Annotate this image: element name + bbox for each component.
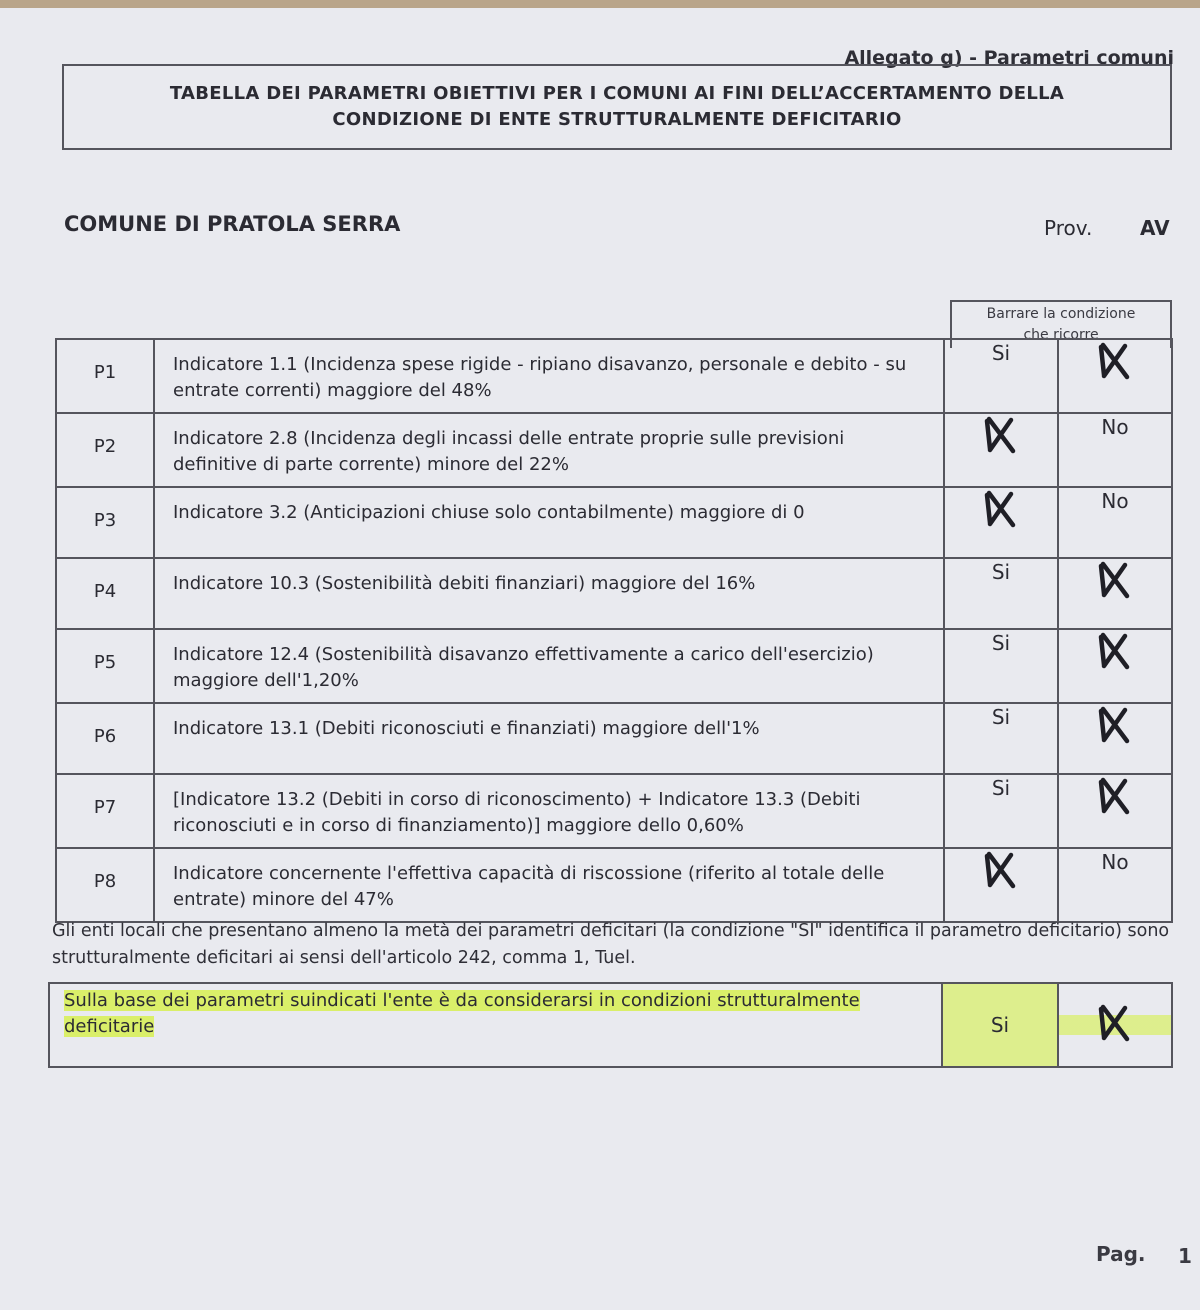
parameter-code: P2 <box>56 413 154 487</box>
title-line-1: TABELLA DEI PARAMETRI OBIETTIVI PER I COMUNI AI FINI DELL’ACCERTAMENTO DELLA <box>169 83 1065 104</box>
parameter-row <box>56 558 1172 629</box>
parameter-description: Indicatore 10.3 (Sostenibilità debiti finanziari) maggiore del 16% <box>154 558 944 629</box>
prov-value: AV <box>1140 216 1170 240</box>
page-top-edge <box>0 0 1200 8</box>
cross-mark-icon <box>1098 341 1132 381</box>
no-option-cell[interactable] <box>1058 774 1172 848</box>
document-title-box <box>62 64 1172 150</box>
parameter-row <box>56 413 1172 487</box>
si-option-cell[interactable] <box>944 413 1058 487</box>
parameter-description: Indicatore 13.1 (Debiti riconosciuti e finanziati) maggiore dell'1% <box>154 703 944 774</box>
cross-mark-icon <box>984 489 1018 529</box>
allegato-label: Allegato g) - Parametri comuni <box>844 47 1174 69</box>
si-option-cell[interactable] <box>944 487 1058 558</box>
conclusion-table <box>48 982 1173 1068</box>
note-text: Gli enti locali che presentano almeno la metà dei parametri deficitari (la condizione "SI" identifica il parametro deficitario) sono strutturalmente deficitari ai sensi dell'articolo 242, comma 1, Tuel. <box>52 921 1170 968</box>
page-label: Pag. <box>1096 1242 1146 1266</box>
parameter-code: P6 <box>56 703 154 774</box>
cross-mark-icon <box>1098 1003 1132 1043</box>
parameter-description: [Indicatore 13.2 (Debiti in corso di riconoscimento) + Indicatore 13.3 (Debiti riconosciuti e in corso di finanziamento)] maggiore dello 0,60% <box>154 774 944 848</box>
instruction-line-2: che ricorre <box>1023 327 1099 343</box>
no-option-cell[interactable]: No <box>1058 487 1172 558</box>
si-option-cell[interactable]: Si <box>944 558 1058 629</box>
no-option-cell[interactable] <box>1058 558 1172 629</box>
no-option-cell[interactable] <box>1058 629 1172 703</box>
si-option-cell[interactable]: Si <box>944 629 1058 703</box>
parameter-row <box>56 339 1172 413</box>
cross-mark-icon <box>1098 705 1132 745</box>
si-option-cell[interactable]: Si <box>944 703 1058 774</box>
conclusion-text-cell <box>49 983 942 1067</box>
conclusion-line-2: deficitarie <box>64 1016 155 1037</box>
si-option-cell[interactable] <box>944 848 1058 922</box>
no-option-cell[interactable]: No <box>1058 413 1172 487</box>
parameter-description: Indicatore concernente l'effettiva capacità di riscossione (riferito al totale delle entrate) minore del 47% <box>154 848 944 922</box>
no-option-cell[interactable]: No <box>1058 848 1172 922</box>
parameter-code: P7 <box>56 774 154 848</box>
cross-mark-icon <box>984 850 1018 890</box>
conclusion-si-cell[interactable]: Si <box>942 983 1058 1067</box>
parameter-code: P3 <box>56 487 154 558</box>
cross-mark-icon <box>1098 776 1132 816</box>
parameter-row <box>56 848 1172 922</box>
page-number: 1 <box>1178 1244 1192 1268</box>
parameter-row <box>56 629 1172 703</box>
parameter-row <box>56 774 1172 848</box>
parameter-description: Indicatore 12.4 (Sostenibilità disavanzo effettivamente a carico dell'esercizio) maggiore dell'1,20% <box>154 629 944 703</box>
parameter-description: Indicatore 1.1 (Incidenza spese rigide - ripiano disavanzo, personale e debito - su entrate correnti) maggiore del 48% <box>154 339 944 413</box>
no-option-cell[interactable] <box>1058 703 1172 774</box>
prov-label: Prov. <box>1044 216 1093 240</box>
parameter-code: P1 <box>56 339 154 413</box>
parameters-table <box>55 338 1173 923</box>
cross-mark-icon <box>984 415 1018 455</box>
cross-mark-icon <box>1098 560 1132 600</box>
conclusion-no-cell[interactable] <box>1058 983 1172 1067</box>
parameter-code: P5 <box>56 629 154 703</box>
parameter-code: P8 <box>56 848 154 922</box>
si-option-cell[interactable]: Si <box>944 774 1058 848</box>
title-line-2: CONDIZIONE DI ENTE STRUTTURALMENTE DEFICITARIO <box>332 109 902 130</box>
parameter-description: Indicatore 3.2 (Anticipazioni chiuse solo contabilmente) maggiore di 0 <box>154 487 944 558</box>
parameter-description: Indicatore 2.8 (Incidenza degli incassi delle entrate proprie sulle previsioni definitive di parte corrente) minore del 22% <box>154 413 944 487</box>
si-option-cell[interactable]: Si <box>944 339 1058 413</box>
comune-name: COMUNE DI PRATOLA SERRA <box>64 212 401 236</box>
parameter-row <box>56 487 1172 558</box>
parameter-code: P4 <box>56 558 154 629</box>
cross-mark-icon <box>1098 631 1132 671</box>
conclusion-line-1: Sulla base dei parametri suindicati l'ente è da considerarsi in condizioni strutturalmente <box>64 990 860 1011</box>
instruction-line-1: Barrare la condizione <box>986 306 1136 322</box>
no-option-cell[interactable] <box>1058 339 1172 413</box>
parameter-row <box>56 703 1172 774</box>
